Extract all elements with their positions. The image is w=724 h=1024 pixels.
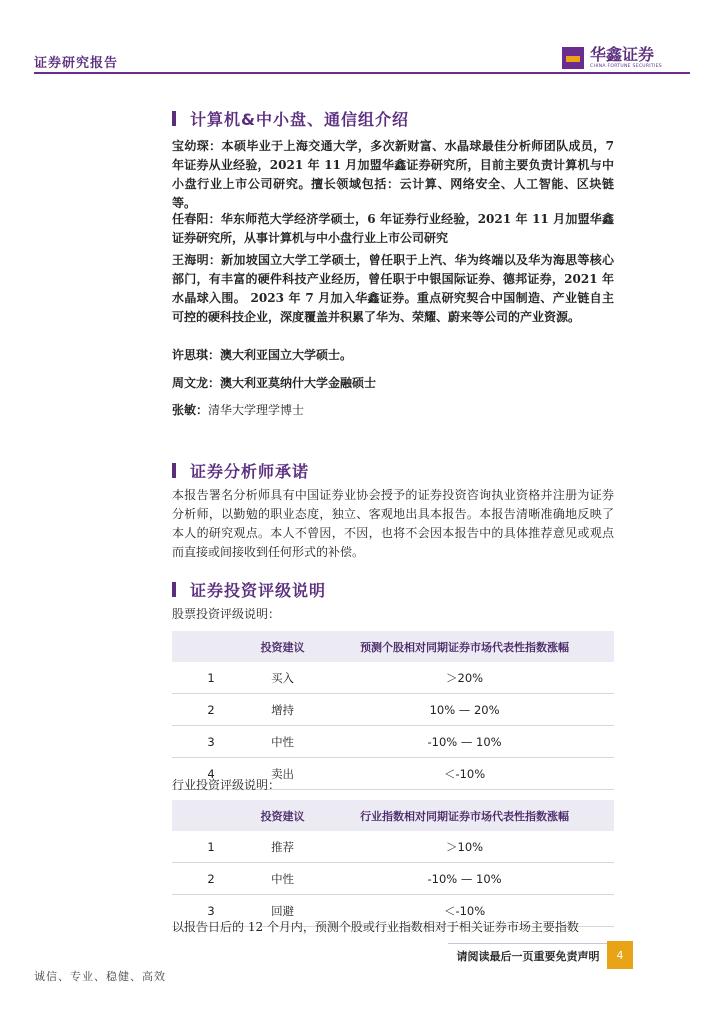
stock-rating-label: 股票投资评级说明： (172, 607, 281, 621)
report-type-title: 证券研究报告 (34, 56, 119, 71)
table-row (172, 863, 614, 895)
industry-rating-table (172, 800, 614, 927)
row-index: 1 (172, 831, 250, 863)
header-cell: 投资建议 (250, 800, 315, 831)
rating-cell: 中性 (250, 726, 315, 758)
logo-icon (562, 47, 584, 69)
analyst-bio: 周文龙：澳大利亚莫纳什大学金融硕士 (172, 376, 377, 390)
footer-slogan: 诚信、专业、稳健、高效 (34, 970, 166, 983)
table-header-row (172, 631, 614, 662)
analyst-desc: 清华大学理学博士 (208, 403, 305, 417)
table-row (172, 726, 614, 758)
page-number: 4 (607, 941, 633, 969)
rating-cell: 买入 (250, 662, 315, 694)
range-cell: ＜-10% (315, 758, 614, 790)
section-heading-commitment (172, 459, 309, 482)
analyst-bio: 任春阳：华东师范大学经济学硕士，6 年证券行业经验，2021 年 11 月加盟华鑫证券研究所，从事计算机与中小盘行业上市公司研究 (172, 212, 614, 245)
rating-cell: 推荐 (250, 831, 315, 863)
analyst-bio (172, 401, 614, 420)
commitment-text: 本报告署名分析师具有中国证券业协会授予的证券投资咨询执业资格并注册为证券分析师，以勤勉的职业态度，独立、客观地出具本报告。本报告清晰准确地反映了本人的研究观点。本人不曾因，不因，也将不会因本报告中的具体推荐意见或观点而直接或间接收到任何形式的补偿。 (172, 488, 614, 559)
row-index: 1 (172, 662, 250, 694)
analyst-bio: 许思琪：澳大利亚国立大学硕士。 (172, 348, 353, 362)
section-title: 证券投资评级说明 (190, 581, 327, 600)
table-row (172, 694, 614, 726)
table-row (172, 662, 614, 694)
table-row (172, 831, 614, 863)
company-logo (562, 46, 662, 69)
range-cell: 10% — 20% (315, 694, 614, 726)
analyst-bio: 王海明：新加坡国立大学工学硕士，曾任职于上汽、华为终端以及华为海思等核心部门，有丰富的硬件科技产业经历，曾任职于中银国际证券、德邦证券，2021 年水晶球入围。 2023 年 7 月加入华鑫证券。重点研究契合中国制造、产业链自主可控的硬科技企业，深度覆盖并积累了华为、荣耀、蔚来等公司的产业资源。 (172, 253, 614, 324)
row-index: 3 (172, 726, 250, 758)
header-cell: 投资建议 (250, 631, 315, 662)
logo-name: 华鑫证券 (590, 45, 655, 64)
table-header-row (172, 800, 614, 831)
range-cell: ＞10% (315, 831, 614, 863)
row-index: 3 (172, 895, 250, 927)
range-cell: -10% — 10% (315, 863, 614, 895)
rating-cell: 增持 (250, 694, 315, 726)
section-title: 计算机&中小盘、通信组介绍 (190, 110, 409, 129)
analyst-bio: 宝幼琛：本硕毕业于上海交通大学，多次新财富、水晶球最佳分析师团队成员，7 年证券从业经验，2021 年 11 月加盟华鑫证券研究所，目前主要负责计算机与中小盘行业上市公司研究。擅长领域包括：云计算、网络安全、人工智能、区块链等。 (172, 139, 614, 210)
range-cell: -10% — 10% (315, 726, 614, 758)
stock-rating-table (172, 631, 614, 790)
section-marker (172, 463, 176, 478)
rating-cell: 中性 (250, 863, 315, 895)
row-index: 2 (172, 863, 250, 895)
header-cell: 预测个股相对同期证券市场代表性指数涨幅 (315, 631, 614, 662)
section-heading-team (172, 107, 409, 130)
disclaimer-note: 请阅读最后一页重要免责声明 (448, 943, 608, 968)
industry-rating-label: 行业投资评级说明： (172, 778, 281, 792)
section-title: 证券分析师承诺 (190, 462, 310, 481)
section-marker (172, 582, 176, 597)
header-cell: 行业指数相对同期证券市场代表性指数涨幅 (315, 800, 614, 831)
range-cell: ＞20% (315, 662, 614, 694)
header-divider (34, 72, 690, 74)
section-marker (172, 111, 176, 126)
header-cell (172, 631, 250, 662)
section-heading-rating (172, 578, 326, 601)
logo-english: CHINA FORTUNE SECURITIES (590, 64, 662, 69)
analyst-name: 张敏： (172, 403, 209, 417)
rating-cell: 回避 (250, 895, 315, 927)
rating-cell: 卖出 (250, 758, 315, 790)
row-index: 2 (172, 694, 250, 726)
header-cell (172, 800, 250, 831)
range-cell: ＜-10% (315, 895, 614, 927)
row-index: 4 (172, 758, 250, 790)
rating-period-text: 以报告日后的 12 个月内，预测个股或行业指数相对于相关证券市场主要指数 (172, 920, 579, 934)
